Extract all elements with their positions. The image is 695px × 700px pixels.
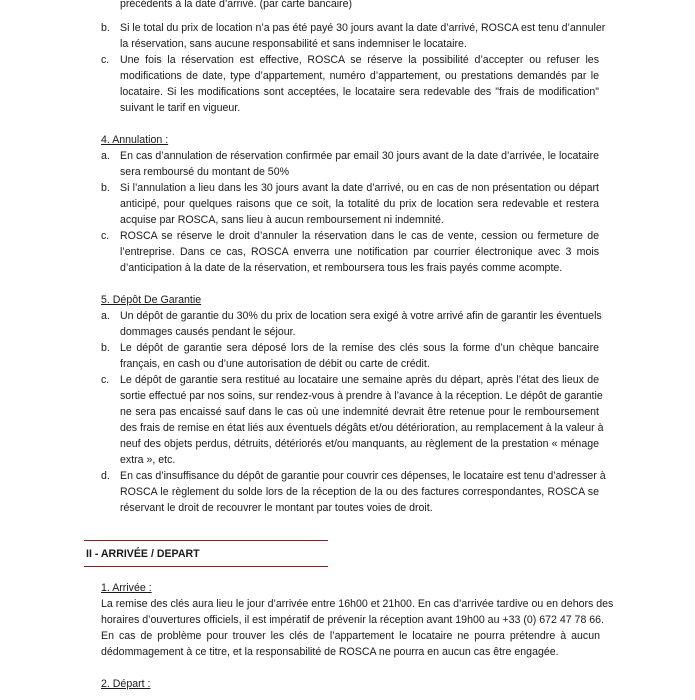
sec4-a-line-2: sera remboursé du montant de 50% <box>120 166 290 178</box>
sec4-a-marker: a. <box>101 150 110 162</box>
sec4-c-marker: c. <box>101 230 110 242</box>
arrivee-line-2: horaires d’ouvertures officiels, il est impératif de prévenir la réception avant 19h00 au +33 (0) 672 47 78 66. <box>101 614 605 626</box>
sec5-a-line-1: Un dépôt de garantie du 30% du prix de location sera exigé à votre arrivé afin de garantir les éventuels <box>120 310 602 322</box>
sec3-c-line-2: modifications de date, type d’appartement, numéro d’appartement, ou prestations demandés par le <box>120 70 599 82</box>
arrivee-line-4: dédommagement à ce titre, et la responsabilité de ROSCA ne pourra en aucun cas être engagée. <box>101 646 559 658</box>
sec4-b-line-1: Si l’annulation a lieu dans les 30 jours avant la date d’arrivé, ou en cas de non présentation ou départ <box>120 182 599 194</box>
section-heading-depot-de-garantie: 5. Dépôt De Garantie <box>101 294 202 306</box>
section-heading-annulation: 4. Annulation : <box>101 134 169 146</box>
sec5-b-line-1: Le dépôt de garantie sera déposé lors de la remise des clés sous la forme d’un chèque bancaire <box>120 342 599 354</box>
part2-bottom-rule <box>84 566 328 567</box>
sec5-b-line-2: français, en cash ou d’une autorisation de débit ou carte de crédit. <box>120 358 430 370</box>
part2-top-rule <box>84 540 328 541</box>
sec5-d-line-3: réservant le droit de recouvrer le montant par toutes voies de droit. <box>120 502 433 514</box>
sec3-a-last-line: précédents à la date d’arrivé. (par carte bancaire) <box>120 0 353 10</box>
sec5-c-line-2: sortie effectué par nos soins, sur rendez-vous à prendre à l’avance à la réception. Le dépôt de garantie <box>120 390 603 402</box>
sec5-b-marker: b. <box>101 342 110 354</box>
sec4-b-marker: b. <box>101 182 110 194</box>
sub-heading-arrivee: 1. Arrivée : <box>101 582 152 594</box>
sec3-c-line-3: locataire. Si les modifications sont acceptées, le locataire sera redevable des "frais de modification" <box>120 86 599 98</box>
sec5-a-line-2: dommages causés pendant le séjour. <box>120 326 296 338</box>
sec4-b-line-3: acquise par ROSCA, sans lieu à aucun remboursement ni indemnité. <box>120 214 444 226</box>
sec5-c-line-3: ne sera pas encaissé sauf dans le cas où une indemnité devrait être retenue pour le remboursement <box>120 406 599 418</box>
sec4-c-line-3: d’anticipation à la date de la réservation, et remboursera tous les frais payés comme acompte. <box>120 262 563 274</box>
sec4-c-line-2: l’entreprise. Dans ce cas, ROSCA enverra une notification par courrier électronique avec 3 mois <box>120 246 599 258</box>
sec5-c-line-4: des frais de remise en état liés aux éventuels dégâts et/ou détérioration, au remplacement à la valeur à <box>120 422 604 434</box>
sec3-c-line-1: Une fois la réservation est effective, ROSCA se réserve la possibilité d’accepter ou refuser les <box>120 54 599 66</box>
arrivee-line-1: La remise des clés aura lieu le jour d’arrivée entre 16h00 et 21h00. En cas d’arrivée tardive ou en dehors des <box>101 598 614 610</box>
sec5-c-line-6: extra », etc. <box>120 454 176 466</box>
sec5-c-line-5: neuf des objets perdus, détruits, détériorés et/ou manquants, au règlement de la prestation « ménage <box>120 438 599 450</box>
sec3-b-marker: b. <box>101 22 110 34</box>
sec5-d-marker: d. <box>101 470 110 482</box>
sec3-c-line-4: suivant le tarif en vigueur. <box>120 102 241 114</box>
sec3-b-line-1: Si le total du prix de location n’a pas été payé 30 jours avant la date d’arrivé, ROSCA est tenu d’annuler <box>120 22 606 34</box>
sec5-d-line-2: ROSCA le règlement du solde lors de la réception de la ou des factures correspondantes, ROSCA se <box>120 486 599 498</box>
sec5-a-marker: a. <box>101 310 110 322</box>
sec4-b-line-2: anticipé, pour quelques raisons que ce soit, la totalité du prix de location sera redevable et restera <box>120 198 599 210</box>
arrivee-line-3: En cas de problème pour trouver les clés de l’appartement le locataire ne pourra prétendre à aucun <box>101 630 600 642</box>
sec4-a-line-1: En cas d’annulation de réservation confirmée par email 30 jours avant de la date d’arrivée, le locataire <box>120 150 599 162</box>
part2-title: II - ARRIVÉE / DEPART <box>86 548 200 560</box>
sec5-c-marker: c. <box>101 374 110 386</box>
sec4-c-line-1: ROSCA se réserve le droit d’annuler la réservation dans le cas de vente, cession ou fermeture de <box>120 230 599 242</box>
sec3-c-marker: c. <box>101 54 110 66</box>
sec5-c-line-1: Le dépôt de garantie sera restitué au locataire une semaine après du départ, après l’état des lieux de <box>120 374 599 386</box>
sub-heading-depart: 2. Départ : <box>101 678 151 690</box>
sec5-d-line-1: En cas d’insuffisance du dépôt de garantie pour couvrir ces dépenses, le locataire est tenu d’adresser à <box>120 470 606 482</box>
sec3-b-line-2: la réservation, sans aucune responsabilité et sans indemniser le locataire. <box>120 38 467 50</box>
